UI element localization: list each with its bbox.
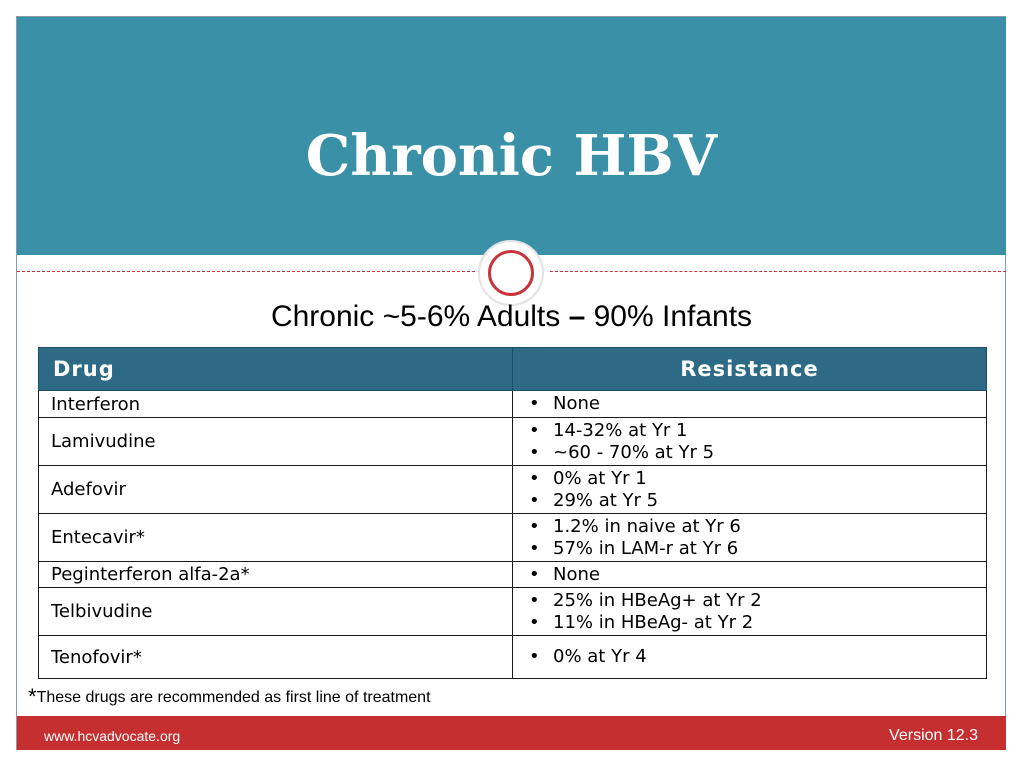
header-resistance: Resistance bbox=[513, 348, 987, 391]
subtitle-infants: 90% Infants bbox=[585, 300, 753, 333]
slide-title: Chronic HBV bbox=[305, 123, 718, 189]
table-row bbox=[39, 588, 987, 636]
circle-ornament-icon bbox=[478, 240, 544, 306]
resistance-item: • 0% at Yr 1 bbox=[525, 468, 974, 490]
resistance-cell bbox=[513, 418, 987, 466]
resistance-cell bbox=[513, 562, 987, 588]
resistance-item: • 14-32% at Yr 1 bbox=[525, 420, 974, 442]
resistance-cell bbox=[513, 514, 987, 562]
resistance-item: • 29% at Yr 5 bbox=[525, 490, 974, 512]
drug-cell: Tenofovir* bbox=[39, 636, 513, 679]
footnote bbox=[28, 684, 431, 710]
footer-version: Version 12.3 bbox=[889, 727, 978, 744]
drug-cell: Entecavir* bbox=[39, 514, 513, 562]
table-row bbox=[39, 514, 987, 562]
resistance-cell bbox=[513, 588, 987, 636]
footer-website-link[interactable]: www.hcvadvocate.org bbox=[44, 728, 181, 744]
resistance-item: • 57% in LAM-r at Yr 6 bbox=[525, 538, 974, 560]
table-row bbox=[39, 636, 987, 679]
drug-cell: Lamivudine bbox=[39, 418, 513, 466]
subtitle-dash: – bbox=[568, 300, 586, 333]
resistance-item: • None bbox=[525, 393, 974, 415]
drug-resistance-table bbox=[38, 347, 987, 679]
resistance-item: • None bbox=[525, 564, 974, 586]
resistance-cell bbox=[513, 391, 987, 418]
footnote-text: These drugs are recommended as first line of treatment bbox=[36, 689, 431, 706]
table-row bbox=[39, 466, 987, 514]
drug-cell: Interferon bbox=[39, 391, 513, 418]
subtitle bbox=[17, 300, 1006, 334]
footnote-star: * bbox=[28, 684, 37, 709]
resistance-item: • 1.2% in naive at Yr 6 bbox=[525, 516, 974, 538]
circle-ring-icon bbox=[488, 250, 534, 296]
table-header-row bbox=[39, 348, 987, 391]
resistance-item: • 25% in HBeAg+ at Yr 2 bbox=[525, 590, 974, 612]
resistance-cell bbox=[513, 636, 987, 679]
table-row bbox=[39, 562, 987, 588]
table-row bbox=[39, 391, 987, 418]
drug-cell: Peginterferon alfa-2a* bbox=[39, 562, 513, 588]
resistance-cell bbox=[513, 466, 987, 514]
resistance-item: • 11% in HBeAg- at Yr 2 bbox=[525, 612, 974, 634]
header-drug: Drug bbox=[39, 348, 513, 391]
table-body bbox=[39, 391, 987, 679]
drug-cell: Adefovir bbox=[39, 466, 513, 514]
table-row bbox=[39, 418, 987, 466]
subtitle-adults: Chronic ~5-6% Adults bbox=[270, 300, 569, 333]
resistance-item: • ~60 - 70% at Yr 5 bbox=[525, 442, 974, 464]
resistance-item: • 0% at Yr 4 bbox=[525, 646, 974, 668]
divider-left bbox=[17, 271, 475, 272]
drug-cell: Telbivudine bbox=[39, 588, 513, 636]
divider-right bbox=[550, 271, 1006, 272]
